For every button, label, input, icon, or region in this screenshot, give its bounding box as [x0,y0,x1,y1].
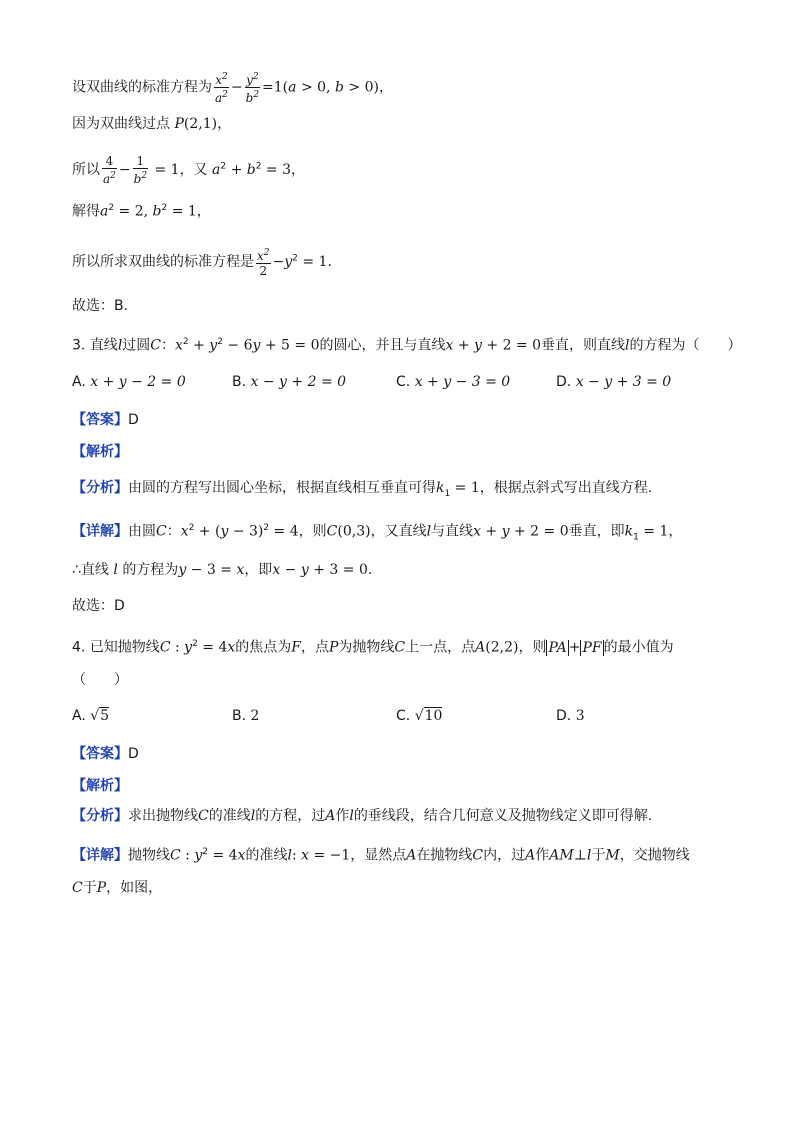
derivation-line-1: 设双曲线的标准方程为 $\frac{x^2}{a^2}$ − $\frac{y^2}{b^2}$ =1(a > 0, b > 0)， [72,72,393,105]
question-3-option-c[interactable]: C. x + y − 3 = 0 [396,374,511,390]
question-3-analysis-heading: 【解析】 [72,444,128,460]
derivation-line-2: 因为双曲线过点 P(2,1)， [72,116,232,132]
question-3-option-d[interactable]: D. x − y + 3 = 0 [556,374,672,390]
question-3-choice: 故选：D [72,598,125,614]
question-3-fenxi: 【分析】由圆的方程写出圆心坐标，根据直线相互垂直可得$k_1 = 1$，根据点斜式写出直线方程. [72,480,653,499]
question-4-paren: （ ） [72,672,128,688]
question-3-answer: 【答案】D [72,412,139,428]
question-3-option-b[interactable]: B. x − y + 2 = 0 [232,374,347,390]
question-3-option-a[interactable]: A. x + y − 2 = 0 [72,374,186,390]
question-3-stem: 3. 直线l过圆C：$x^2 + y^2 - 6y + 5 = 0$的圆心，并且与直线x + y + 2 = 0垂直，则直线l的方程为（ ） [72,337,742,354]
question-4-xiangjie-cont: C于P，如图， [72,880,163,896]
question-4-option-d[interactable]: D. 3 [556,708,585,724]
derivation-line-5: 所以所求双曲线的标准方程是 $\frac{x^2}{2}$ $-y^2 = 1$. [72,248,332,278]
question-4-option-b[interactable]: B. 2 [232,708,260,724]
choice-line-prev: 故选：B. [72,298,129,314]
question-3-xiangjie: 【详解】由圆C：$x^2 + (y - 3)^2 = 4$，则C(0,3)，又直线l与直线x + y + 2 = 0垂直，即$k_1 = 1$， [72,523,683,543]
question-4-answer: 【答案】D [72,746,139,762]
question-3-conclusion: ∴直线 l 的方程为y − 3 = x，即x − y + 3 = 0. [72,562,373,578]
question-4-analysis-heading: 【解析】 [72,778,128,794]
question-4-fenxi: 【分析】求出抛物线C的准线l的方程，过A作l的垂线段，结合几何意义及抛物线定义即可得解. [72,808,653,824]
question-4-option-a[interactable]: A. √5 [72,708,110,724]
derivation-line-4: 解得$a^2 = 2$, $b^2 = 1$， [72,203,211,220]
question-4-option-c[interactable]: C. √10 [396,708,443,724]
question-4-xiangjie: 【详解】抛物线C : $y^2 = 4x$的准线l: x = −1，显然点A在抛物线C内，过A作AM⊥l于M，交抛物线 [72,847,690,864]
derivation-line-3: 所以 $\frac{4}{a^2}$ − $\frac{1}{b^2}$ = 1，又 $a^2 + b^2 = 3$， [72,154,306,186]
question-4-stem: 4. 已知抛物线C : $y^2 = 4x$的焦点为F，点P为抛物线C上一点，点A(2,2)，则 PA + PF 的最小值为 [72,639,674,656]
